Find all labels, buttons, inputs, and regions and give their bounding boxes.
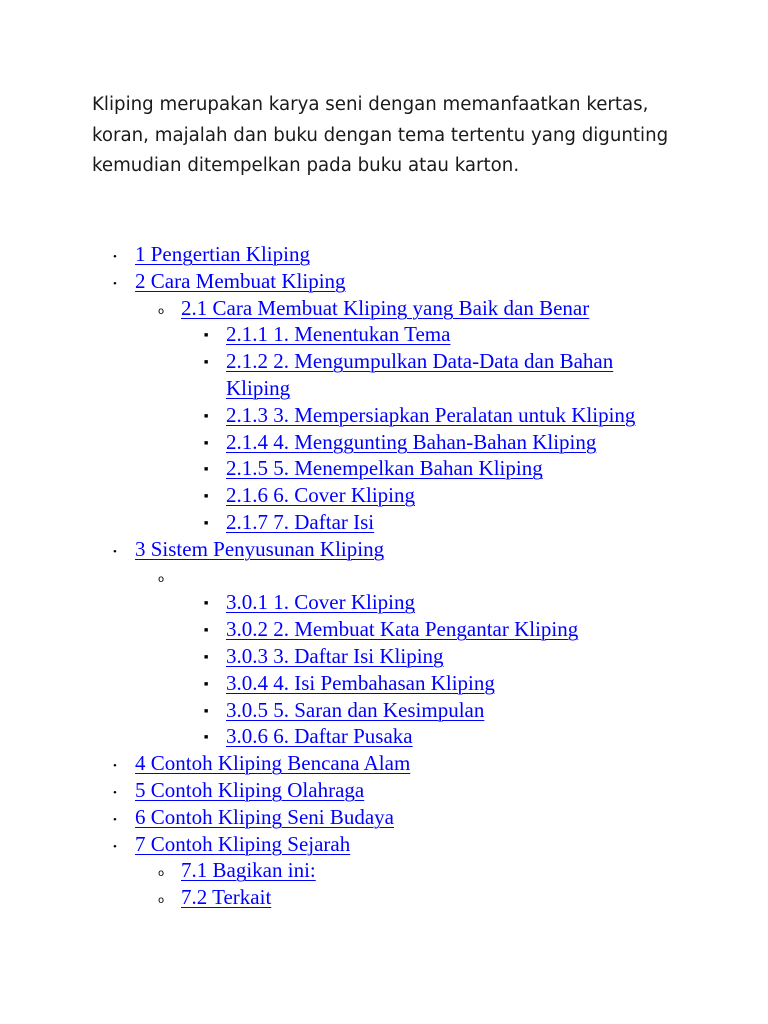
toc-link[interactable]: 2.1.3 3. Mempersiapkan Peralatan untuk Kliping xyxy=(226,402,636,427)
toc-link[interactable]: 3.0.3 3. Daftar Isi Kliping xyxy=(226,643,444,668)
toc-link[interactable]: 2.1.2 2. Mengumpulkan Data-Data dan Bahan Kliping xyxy=(226,349,614,400)
toc-item xyxy=(0,884,768,911)
toc-item xyxy=(0,831,768,858)
toc-item xyxy=(0,670,768,697)
bullet-square-icon: ■ xyxy=(204,626,209,635)
toc-item xyxy=(0,589,768,616)
toc-link[interactable]: 2.1.6 6. Cover Kliping xyxy=(226,483,415,508)
toc-link[interactable]: 3 Sistem Penyusunan Kliping xyxy=(135,536,385,561)
toc-item xyxy=(0,348,768,402)
toc-item xyxy=(0,321,768,348)
bullet-square-icon: ■ xyxy=(204,411,209,420)
toc-link[interactable]: 2.1.4 4. Menggunting Bahan-Bahan Kliping xyxy=(226,429,597,454)
bullet-square-icon: ■ xyxy=(204,492,209,501)
bullet-square-icon: ■ xyxy=(204,679,209,688)
toc-item xyxy=(0,268,768,295)
bullet-circle-icon: o xyxy=(158,895,165,907)
toc-item xyxy=(0,643,768,670)
toc-item xyxy=(0,295,768,322)
toc-item xyxy=(0,723,768,750)
bullet-disc-icon: • xyxy=(113,760,117,773)
bullet-square-icon: ■ xyxy=(204,331,209,340)
toc-link[interactable]: 4 Contoh Kliping Bencana Alam xyxy=(135,751,411,776)
bullet-square-icon: ■ xyxy=(204,706,209,715)
toc-item xyxy=(0,777,768,804)
toc-link[interactable]: 3.0.5 5. Saran dan Kesimpulan xyxy=(226,697,485,722)
intro-paragraph: Kliping merupakan karya seni dengan memanfaatkan kertas, koran, majalah dan buku dengan tema tertentu yang digunting kemudian ditempelkan pada buku atau karton. xyxy=(92,94,669,176)
toc-link[interactable]: 6 Contoh Kliping Seni Budaya xyxy=(135,804,394,829)
toc-link[interactable]: 7.2 Terkait xyxy=(181,885,272,910)
bullet-circle-icon: o xyxy=(158,868,165,880)
toc-item xyxy=(0,402,768,429)
bullet-square-icon: ■ xyxy=(204,465,209,474)
toc-link[interactable]: 2.1 Cara Membuat Kliping yang Baik dan Benar xyxy=(181,295,590,320)
toc-link[interactable]: 2.1.1 1. Menentukan Tema xyxy=(226,322,451,347)
table-of-contents xyxy=(0,241,768,911)
toc-link[interactable]: 3.0.6 6. Daftar Pusaka xyxy=(226,724,413,749)
bullet-disc-icon: • xyxy=(113,251,117,263)
toc-link[interactable]: 2 Cara Membuat Kliping xyxy=(135,268,346,293)
toc-link[interactable]: 1 Pengertian Kliping xyxy=(135,242,310,266)
toc-item xyxy=(0,563,768,590)
bullet-square-icon: ■ xyxy=(204,733,209,742)
toc-item xyxy=(0,857,768,884)
bullet-circle-icon: o xyxy=(158,305,165,317)
bullet-disc-icon: • xyxy=(113,786,117,799)
toc-link[interactable]: 2.1.5 5. Menempelkan Bahan Kliping xyxy=(226,456,543,481)
bullet-square-icon: ■ xyxy=(204,652,209,661)
bullet-square-icon: ■ xyxy=(204,438,209,447)
toc-link[interactable]: 3.0.2 2. Membuat Kata Pengantar Kliping xyxy=(226,617,579,642)
toc-link[interactable]: 5 Contoh Kliping Olahraga xyxy=(135,777,365,802)
bullet-circle-icon: o xyxy=(158,573,165,585)
toc-item xyxy=(0,455,768,482)
toc-item xyxy=(0,750,768,777)
toc-item xyxy=(0,804,768,831)
toc-item xyxy=(0,509,768,536)
bullet-square-icon: ■ xyxy=(204,599,209,608)
toc-link[interactable]: 3.0.4 4. Isi Pembahasan Kliping xyxy=(226,670,495,695)
toc-item xyxy=(0,482,768,509)
toc-item xyxy=(0,697,768,724)
toc-link[interactable]: 3.0.1 1. Cover Kliping xyxy=(226,590,415,615)
bullet-disc-icon: • xyxy=(113,813,117,826)
bullet-square-icon: ■ xyxy=(204,358,209,367)
toc-item xyxy=(0,429,768,456)
toc-link[interactable]: 2.1.7 7. Daftar Isi xyxy=(226,509,375,534)
toc-item xyxy=(0,536,768,563)
bullet-disc-icon: • xyxy=(113,545,117,558)
bullet-disc-icon: • xyxy=(113,840,117,853)
toc-link[interactable]: 7.1 Bagikan ini: xyxy=(181,858,316,883)
toc-item xyxy=(0,616,768,643)
toc-item xyxy=(0,241,768,268)
bullet-square-icon: ■ xyxy=(204,518,209,527)
toc-link[interactable]: 7 Contoh Kliping Sejarah xyxy=(135,831,351,856)
bullet-disc-icon: • xyxy=(113,277,117,290)
